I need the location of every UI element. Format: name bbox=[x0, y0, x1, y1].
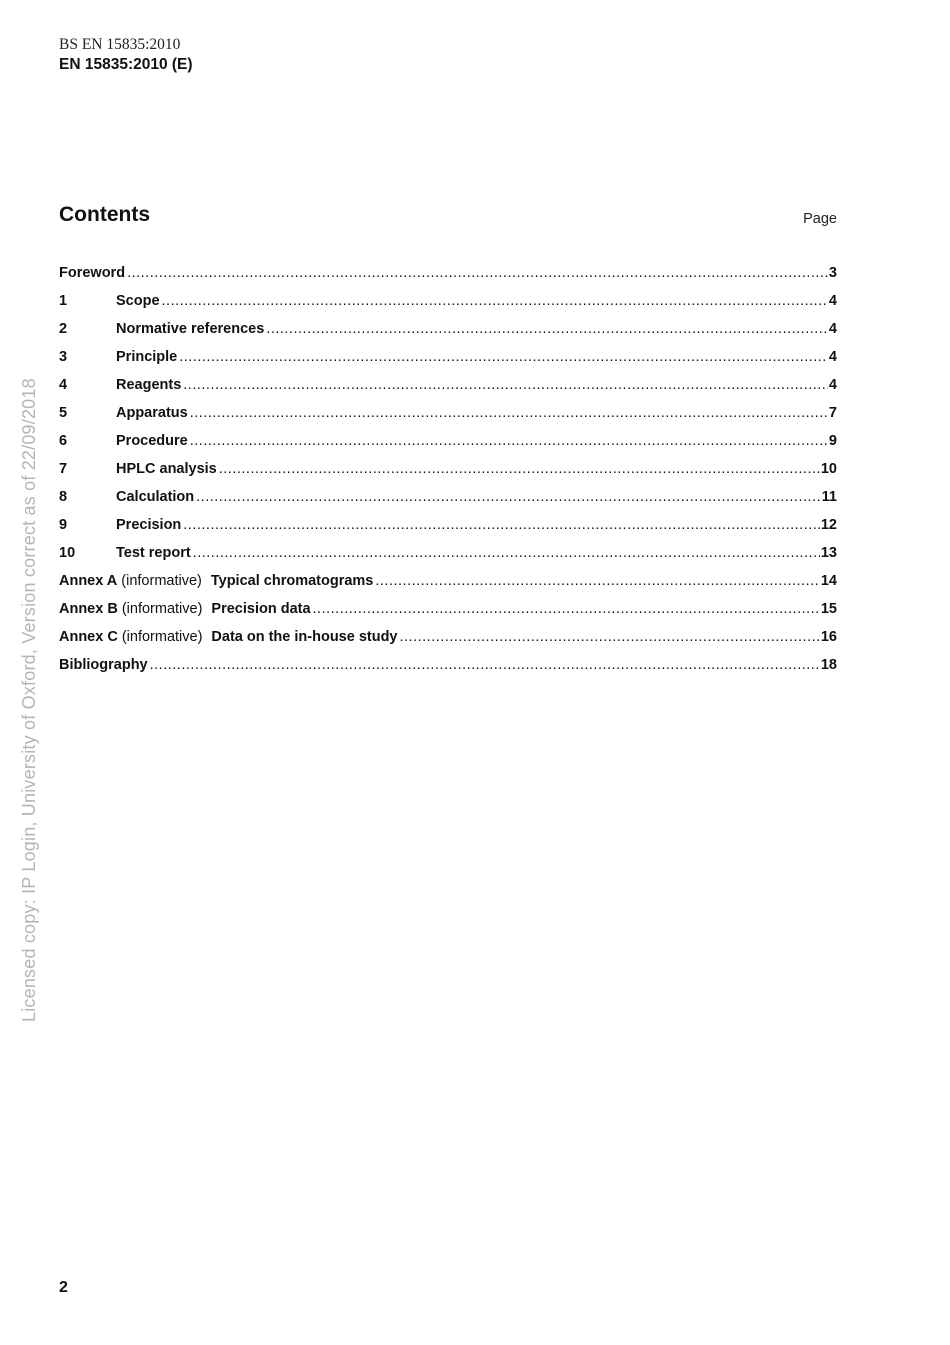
toc-leader-dots bbox=[313, 598, 820, 620]
annex-type: (informative) bbox=[121, 629, 203, 645]
toc-leader-dots bbox=[183, 514, 820, 536]
toc-entry-page: 15 bbox=[820, 601, 837, 617]
toc-entry-page: 4 bbox=[828, 293, 837, 309]
toc-entry-page: 10 bbox=[820, 461, 837, 477]
toc-entry-page: 7 bbox=[828, 405, 837, 421]
document-id-en: EN 15835:2010 (E) bbox=[59, 56, 193, 73]
toc-entry-number: 4 bbox=[59, 377, 68, 393]
toc-entry[interactable] bbox=[59, 430, 837, 458]
toc-entry-page: 13 bbox=[820, 545, 837, 561]
toc-entry-title: Foreword bbox=[59, 262, 127, 284]
toc-entry-page: 16 bbox=[820, 629, 837, 645]
toc-annex-entry[interactable] bbox=[59, 598, 837, 626]
toc-leader-dots bbox=[196, 486, 821, 508]
toc-entry-title: Procedure bbox=[116, 430, 190, 452]
toc-leader-dots bbox=[127, 262, 828, 284]
document-id-bs: BS EN 15835:2010 bbox=[59, 36, 181, 53]
toc-entry-number: 5 bbox=[59, 405, 68, 421]
annex-label: Annex C bbox=[59, 629, 118, 645]
table-of-contents bbox=[59, 262, 837, 682]
toc-entry-page: 11 bbox=[821, 489, 837, 505]
toc-leader-dots bbox=[150, 654, 820, 676]
toc-entry-title: Precision bbox=[116, 514, 183, 536]
toc-leader-dots bbox=[190, 402, 828, 424]
toc-leader-dots bbox=[219, 458, 820, 480]
toc-entry-foreword[interactable] bbox=[59, 262, 837, 290]
toc-entry-page: 4 bbox=[828, 377, 837, 393]
toc-entry[interactable] bbox=[59, 346, 837, 374]
toc-entry-page: 3 bbox=[828, 265, 837, 281]
toc-entry-number: 9 bbox=[59, 517, 68, 533]
page-column-label: Page bbox=[803, 211, 837, 227]
toc-entry[interactable] bbox=[59, 514, 837, 542]
toc-entry-title: Apparatus bbox=[116, 402, 190, 424]
toc-entry-title: Bibliography bbox=[59, 654, 150, 676]
toc-entry-number: 1 bbox=[59, 293, 68, 309]
toc-leader-dots bbox=[400, 626, 820, 648]
toc-entry-title: Scope bbox=[116, 290, 162, 312]
toc-entry-number: 6 bbox=[59, 433, 68, 449]
toc-entry[interactable] bbox=[59, 402, 837, 430]
toc-leader-dots bbox=[162, 290, 828, 312]
toc-annex-entry[interactable] bbox=[59, 626, 837, 654]
toc-entry-page: 4 bbox=[828, 321, 837, 337]
toc-entry-title: Principle bbox=[116, 346, 179, 368]
annex-label: Annex A bbox=[59, 573, 118, 589]
toc-entry-page: 18 bbox=[820, 657, 837, 673]
toc-entry-number: 8 bbox=[59, 489, 68, 505]
toc-entry-page: 14 bbox=[820, 573, 837, 589]
toc-entry-title: Reagents bbox=[116, 374, 183, 396]
contents-title: Contents bbox=[59, 203, 150, 226]
annex-label: Annex B bbox=[59, 601, 118, 617]
toc-leader-dots bbox=[375, 570, 819, 592]
toc-entry-page: 12 bbox=[820, 517, 837, 533]
toc-leader-dots bbox=[266, 318, 828, 340]
toc-entry-title: Calculation bbox=[116, 486, 196, 508]
toc-entry-number: 3 bbox=[59, 349, 68, 365]
toc-entry[interactable] bbox=[59, 542, 837, 570]
toc-entry-title: HPLC analysis bbox=[116, 458, 219, 480]
toc-leader-dots bbox=[183, 374, 828, 396]
toc-leader-dots bbox=[179, 346, 828, 368]
annex-title: Typical chromatograms bbox=[211, 570, 376, 592]
annex-type: (informative) bbox=[121, 601, 203, 617]
toc-entry-page: 4 bbox=[828, 349, 837, 365]
toc-entry-title: Test report bbox=[116, 542, 193, 564]
toc-entry[interactable] bbox=[59, 486, 837, 514]
annex-type: (informative) bbox=[121, 573, 202, 589]
toc-entry-number: 7 bbox=[59, 461, 68, 477]
toc-leader-dots bbox=[190, 430, 828, 452]
toc-annex-entry[interactable] bbox=[59, 570, 837, 598]
toc-entry[interactable] bbox=[59, 318, 837, 346]
toc-entry-number: 10 bbox=[59, 545, 76, 561]
annex-title: Data on the in-house study bbox=[211, 626, 399, 648]
toc-entry[interactable] bbox=[59, 374, 837, 402]
toc-entry-number: 2 bbox=[59, 321, 68, 337]
license-watermark: Licensed copy: IP Login, University of Oxford, Version correct as of 22/09/2018 bbox=[19, 378, 39, 1022]
toc-entry-bibliography[interactable] bbox=[59, 654, 837, 682]
toc-entry-page: 9 bbox=[828, 433, 837, 449]
annex-title: Precision data bbox=[211, 598, 312, 620]
toc-leader-dots bbox=[193, 542, 820, 564]
page-number: 2 bbox=[59, 1279, 68, 1296]
toc-entry[interactable] bbox=[59, 290, 837, 318]
toc-entry-title: Normative references bbox=[116, 318, 266, 340]
toc-entry[interactable] bbox=[59, 458, 837, 486]
